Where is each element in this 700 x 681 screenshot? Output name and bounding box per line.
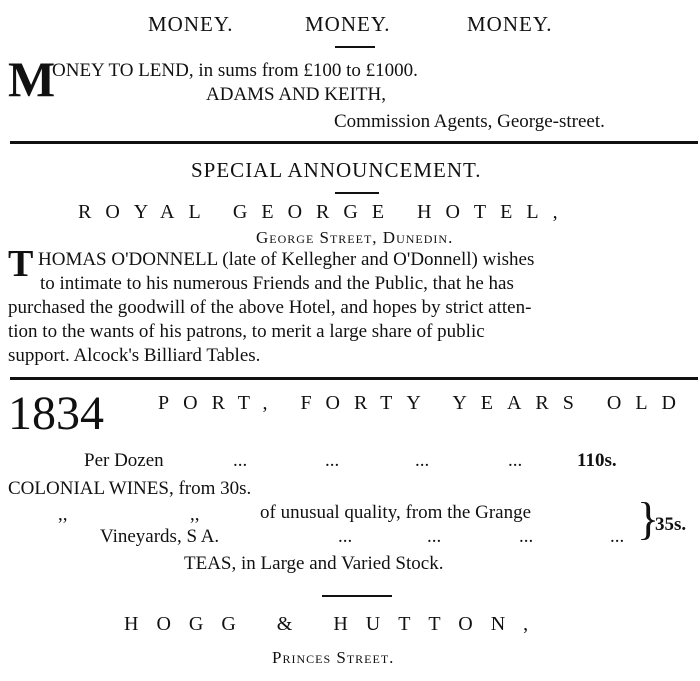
money-heading-3: MONEY. [467,12,553,36]
leader-dots: ... [233,450,248,471]
leader-dots: ... [415,450,430,471]
money-line-1: ONEY TO LEND, in sums from £100 to £1000. [52,60,418,81]
hotel-name: ROYAL GEORGE HOTEL, [78,201,572,223]
colonial-wines: COLONIAL WINES, from 30s. [8,478,252,499]
money-heading-2: MONEY. [305,12,391,36]
money-role: Commission Agents, George-street. [334,111,605,132]
hotel-separator [335,192,379,194]
leader-dots: ... [508,450,523,471]
section-divider-2 [10,377,698,380]
grange-vineyards: Vineyards, S A. [100,526,220,547]
hotel-dropcap: T [8,243,34,285]
money-dropcap: M [8,51,56,107]
firm-street: Princes Street. [272,648,395,667]
hotel-line-3: purchased the goodwill of the above Hotel, and hopes by strict atten- [8,297,532,318]
per-dozen-label: Per Dozen [84,450,164,471]
hotel-line-2: to intimate to his numerous Friends and the Public, that he has [40,273,514,294]
leader-dots: ... [338,526,353,547]
hotel-line-1: HOMAS O'DONNELL (late of Kellegher and O'Donnell) wishes [38,249,535,270]
money-separator [335,46,375,48]
money-heading-1: MONEY. [148,12,234,36]
price-brace: } [637,493,660,544]
leader-dots: ... [610,526,625,547]
wine-separator [322,595,392,597]
hotel-line-4: tion to the wants of his patrons, to merit a large share of public [8,321,485,342]
grange-quality-line: of unusual quality, from the Grange [260,502,532,523]
firm-name: HOGG & HUTTON, [124,613,547,635]
section-divider-1 [10,141,698,144]
hotel-line-5: support. Alcock's Billiard Tables. [8,345,261,366]
leader-dots: ... [519,526,534,547]
teas-line: TEAS, in Large and Varied Stock. [184,553,444,574]
leader-dots: ... [427,526,442,547]
leader-dots: ... [325,450,340,471]
ditto-mark-1: ,, [58,504,68,525]
money-firm: ADAMS AND KEITH, [206,84,386,105]
hotel-address: George Street, Dunedin. [256,228,454,247]
wine-headline: PORT, FORTY YEARS OLD [158,392,690,414]
wine-year: 1834 [8,387,104,440]
hotel-heading: SPECIAL ANNOUNCEMENT. [191,158,482,182]
ditto-mark-2: ,, [190,504,200,525]
per-dozen-price: 110s. [577,450,617,471]
grange-price: 35s. [655,514,687,535]
